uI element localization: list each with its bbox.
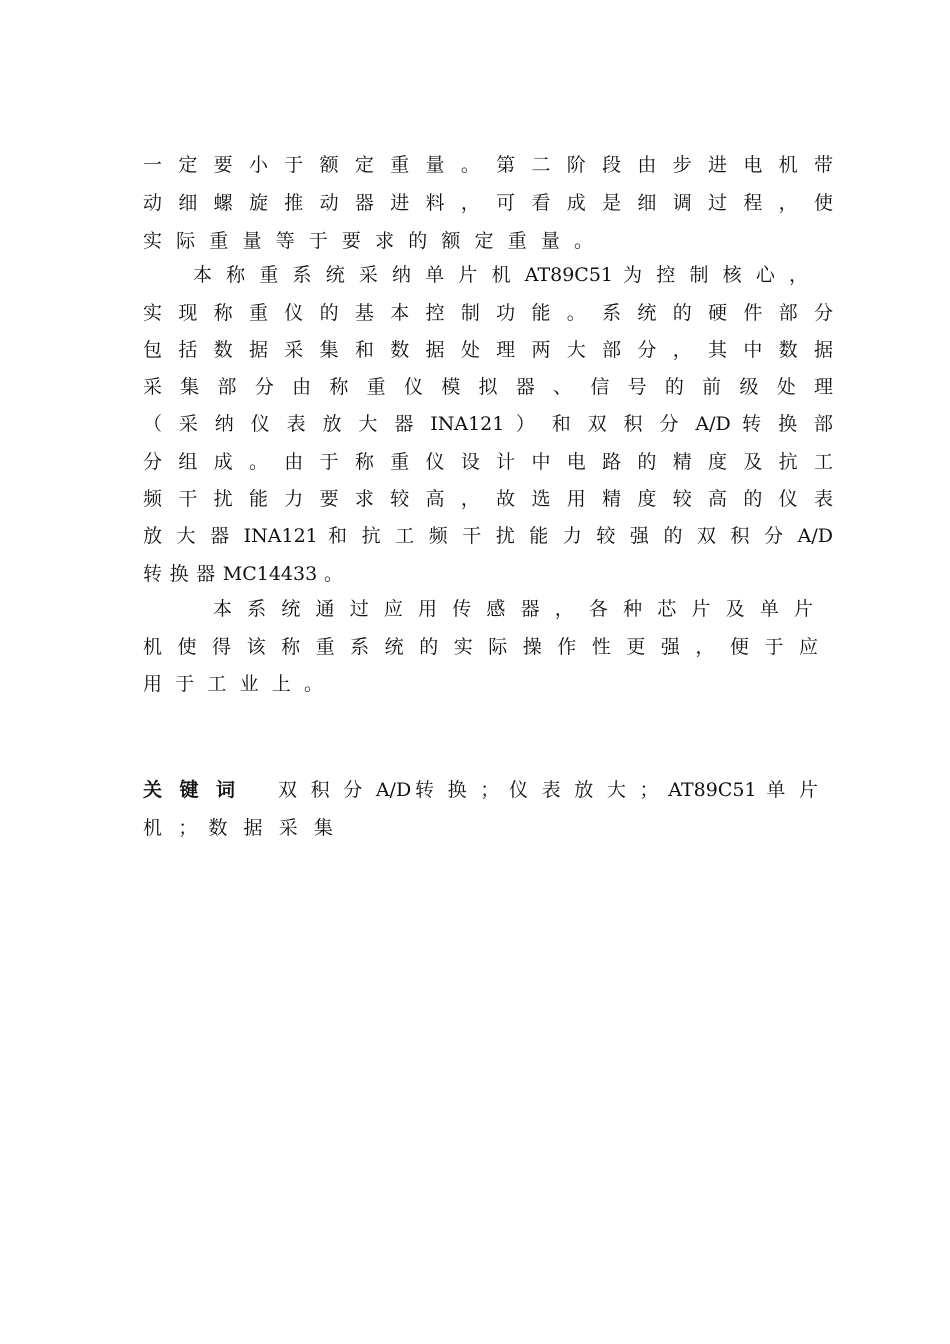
paragraph-2-line-1: 本 称 重 系 统 采 纳 单 片 机 AT89C51 为 控 制 核 心 ， [193,264,808,286]
paragraph-2-line-4: 采 集 部 分 由 称 重 仪 模 拟 器 、 信 号 的 前 级 处 理 [143,376,833,398]
paragraph-2-line-7: 频 干 扰 能 力 要 求 较 高 ， 故 选 用 精 度 较 高 的 仪 表 [143,488,833,510]
paragraph-2-line-2: 实 现 称 重 仪 的 基 本 控 制 功 能 。 系 统 的 硬 件 部 分 [143,302,833,324]
paragraph-3-line-3: 用 于 工 业 上 。 [143,673,323,695]
keywords-line-2: 机 ； 数 据 采 集 [143,817,333,839]
paragraph-1-line-1: 一 定 要 小 于 额 定 重 量 。 第 二 阶 段 由 步 进 电 机 带 [143,154,833,176]
paragraph-2-line-5: （ 采 纳 仪 表 放 大 器 INA121 ） 和 双 积 分 A/D 转 换 部 [143,413,833,435]
paragraph-2-line-3: 包 括 数 据 采 集 和 数 据 处 理 两 大 部 分 ， 其 中 数 据 [143,339,833,361]
keywords-line-1: 双 积 分 A/D转 换 ； 仪 表 放 大 ； AT89C51 单 片 [278,779,818,801]
paragraph-3-line-2: 机 使 得 该 称 重 系 统 的 实 际 操 作 性 更 强 ， 便 于 应 [143,636,818,658]
paragraph-2-line-6: 分 组 成 。 由 于 称 重 仪 设 计 中 电 路 的 精 度 及 抗 工 [143,451,833,473]
paragraph-2-line-8: 放 大 器 INA121 和 抗 工 频 干 扰 能 力 较 强 的 双 积 分 A/D [143,525,833,547]
paragraph-1-line-2: 动 细 螺 旋 推 动 器 进 料 ， 可 看 成 是 细 调 过 程 ， 使 [143,192,833,214]
paragraph-1-line-3: 实 际 重 量 等 于 要 求 的 额 定 重 量 。 [143,230,593,252]
paragraph-3-line-1: 本 系 统 通 过 应 用 传 感 器 ， 各 种 芯 片 及 单 片 [213,598,813,620]
paragraph-2-line-9: 转 换 器 MC14433 。 [143,563,343,585]
keywords-label: 关 键 词 [143,779,235,801]
